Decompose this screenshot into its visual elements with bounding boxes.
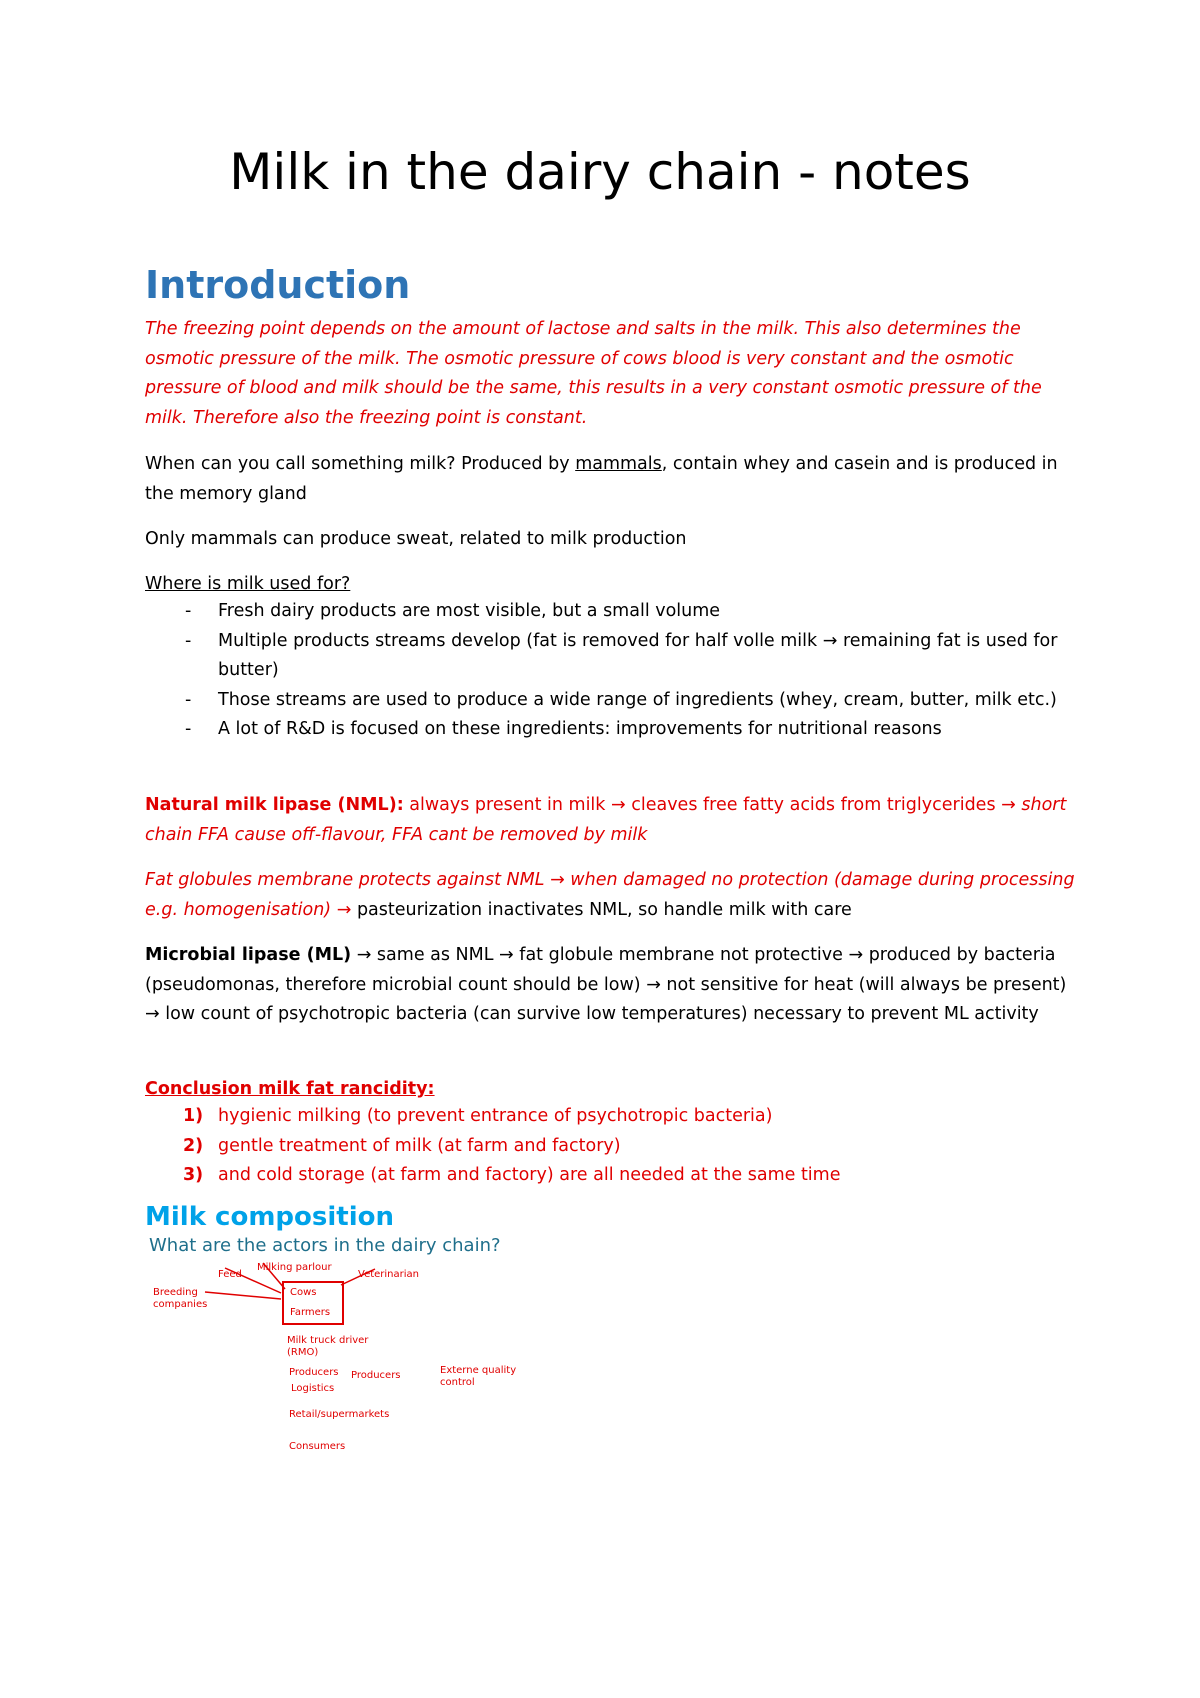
- bullet-dash: -: [185, 719, 192, 739]
- label-retail: Retail/supermarkets: [289, 1409, 390, 1420]
- milk-composition-heading: Milk composition: [145, 1202, 394, 1232]
- list-item: [145, 627, 1075, 686]
- label-truck-driver: Milk truck driver: [287, 1335, 369, 1346]
- diagram-title: What are the actors in the dairy chain?: [149, 1235, 501, 1256]
- conclusion-list: [145, 1102, 1075, 1191]
- label-veterinarian: Veterinarian: [358, 1269, 420, 1280]
- freezing-point-paragraph: The freezing point depends on the amount of lactose and salts in the milk. This also determines the osmotic pressure of the milk. The osmotic pressure of cows blood is very constant and the osmotic pressure of blood and milk should be the same, this results in a very constant osmotic pressure of the milk. Therefore also the freezing point is constant.: [145, 319, 1042, 428]
- membrane-text: pasteurization inactivates NML, so handle milk with care: [356, 899, 852, 920]
- list-item: [145, 597, 1075, 627]
- when-milk-text-end: , contain whey and casein and is produced in the memory gland: [145, 454, 1058, 504]
- conclusion-heading: Conclusion milk fat rancidity:: [145, 1079, 435, 1099]
- nml-paragraph: [145, 791, 1075, 850]
- list-item: [145, 1161, 1075, 1191]
- list-item-text: hygienic milking (to prevent entrance of psychotropic bacteria): [218, 1106, 773, 1126]
- list-item: [145, 1132, 1075, 1162]
- used-for-list: [145, 597, 1075, 745]
- list-item-text: Those streams are used to produce a wide range of ingredients (whey, cream, butter, milk etc.): [218, 689, 1057, 710]
- list-item-text: Fresh dairy products are most visible, but a small volume: [218, 601, 721, 621]
- nml-label: Natural milk lipase (NML):: [145, 795, 404, 815]
- list-item: [145, 686, 1075, 716]
- list-number: 2): [183, 1135, 204, 1156]
- bullet-dash: -: [185, 601, 192, 621]
- list-number: 1): [183, 1106, 204, 1126]
- label-producers: Producers: [289, 1367, 339, 1378]
- when-milk-paragraph: [145, 450, 1075, 509]
- list-item-text: gentle treatment of milk (at farm and factory): [218, 1135, 621, 1156]
- ml-text: → same as NML → fat globule membrane not protective → produced by bacteria (pseudomonas, therefore microbial count should be low) → not sensitive for heat (will always be present) → low count of psychotropic bacteria (can survive low temperatures) necessary to prevent ML activity: [145, 945, 1067, 1024]
- used-for-heading: Where is milk used for?: [145, 574, 351, 594]
- list-item-text: A lot of R&D is focused on these ingredients: improvements for nutritional reasons: [218, 719, 942, 739]
- when-milk-text: When can you call something milk? Produced by: [145, 454, 576, 474]
- label-breeding: Breeding: [153, 1287, 198, 1298]
- ml-paragraph: [145, 941, 1075, 1030]
- membrane-text-red: Fat globules membrane protects against NML → when damaged no protection (damage during processing e.g. homogenisation) →: [145, 870, 1075, 920]
- label-farmers: Farmers: [290, 1307, 331, 1318]
- list-number: 3): [183, 1165, 204, 1185]
- sweat-paragraph: Only mammals can produce sweat, related to milk production: [145, 529, 687, 549]
- label-companies: companies: [153, 1299, 208, 1310]
- bullet-dash: -: [185, 630, 192, 651]
- list-item-text: Multiple products streams develop (fat is removed for half volle milk → remaining fat is used for butter): [218, 630, 1058, 680]
- list-item: [145, 1102, 1075, 1132]
- mammals-underlined: mammals: [575, 454, 662, 474]
- label-feed: Feed: [218, 1269, 242, 1280]
- ml-label: Microbial lipase (ML): [145, 945, 352, 965]
- label-external-quality: Externe quality: [440, 1365, 517, 1376]
- list-item-text: and cold storage (at farm and factory) are all needed at the same time: [218, 1165, 841, 1185]
- diagram-arrows: [145, 1235, 565, 1465]
- label-cows: Cows: [290, 1287, 317, 1298]
- bullet-dash: -: [185, 689, 192, 710]
- page-title: Milk in the dairy chain - notes: [229, 143, 971, 201]
- label-control: control: [440, 1377, 475, 1388]
- label-consumers: Consumers: [289, 1441, 346, 1452]
- label-rmo: (RMO): [287, 1347, 319, 1358]
- label-milking-parlour: Milking parlour: [257, 1262, 332, 1273]
- membrane-paragraph: [145, 866, 1075, 925]
- list-item: [145, 715, 1075, 745]
- dairy-chain-diagram: [145, 1235, 565, 1465]
- introduction-heading: Introduction: [145, 263, 411, 307]
- nml-text-italic: short chain FFA cause off-flavour, FFA cant be removed by milk: [145, 795, 1067, 845]
- arrow-breeding: [205, 1292, 281, 1299]
- label-logistics: Logistics: [291, 1383, 335, 1394]
- label-producers-2: Producers: [351, 1370, 401, 1381]
- nml-text: always present in milk → cleaves free fatty acids from triglycerides →: [403, 795, 1022, 815]
